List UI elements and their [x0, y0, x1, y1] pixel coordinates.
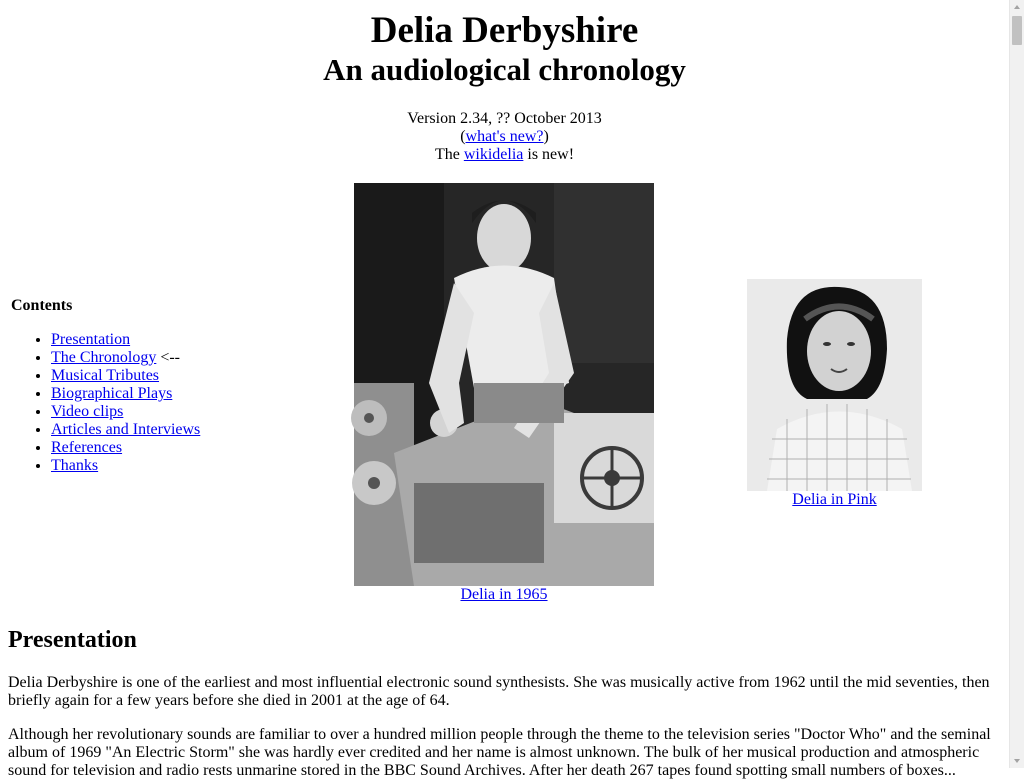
contents-link-chronology[interactable]: The Chronology: [51, 349, 157, 366]
list-item: [51, 439, 271, 457]
photo-delia-1965[interactable]: [354, 183, 654, 586]
list-item: [51, 367, 271, 385]
contents-link-thanks[interactable]: Thanks: [51, 457, 99, 474]
version-info: [0, 110, 1009, 164]
caption-delia-1965: [354, 586, 654, 604]
wikidelia-link[interactable]: wikidelia: [463, 146, 524, 163]
contents-link-musical-tributes[interactable]: Musical Tributes: [51, 367, 160, 384]
caption-delia-in-pink: [747, 491, 922, 509]
contents-link-references[interactable]: References: [51, 439, 123, 456]
scroll-thumb[interactable]: [1012, 16, 1022, 45]
list-item: [51, 385, 271, 403]
contents-link-video-clips[interactable]: Video clips: [51, 403, 124, 420]
photo-delia-in-pink-image: [747, 279, 922, 491]
wikidelia-prefix: The: [434, 146, 460, 163]
wikidelia-suffix: is new!: [527, 146, 575, 163]
contents-marker: <--: [156, 349, 181, 366]
contents-link-biographical-plays[interactable]: Biographical Plays: [51, 385, 173, 402]
paren-open: (: [460, 128, 466, 145]
contents-box: [11, 297, 201, 474]
wikidelia-line: [0, 146, 1009, 164]
presentation-paragraph-2: Although her revolutionary sounds are familiar to over a hundred million people through the theme to the television series "Doctor Who" and the seminal album of 1969 "An Electric Storm" she was hardly ever credited and her name is almost unknown. The bulk of her musical production and atmospheric sound for television and radio rests unmarine stored in the BBC Sound Archives. After her death 267 tapes found spotting small numbers of boxes...: [8, 726, 991, 779]
vertical-scrollbar[interactable]: [1009, 0, 1024, 768]
photo-delia-1965-image: [354, 183, 654, 586]
page-title: Delia Derbyshire: [370, 10, 639, 51]
list-item: [51, 403, 271, 421]
list-item: [51, 331, 271, 349]
caption-delia-in-pink-link[interactable]: Delia in Pink: [792, 491, 877, 508]
contents-link-presentation[interactable]: Presentation: [51, 331, 131, 348]
photo-delia-in-pink[interactable]: [747, 279, 922, 491]
contents-title: Contents: [11, 297, 73, 314]
version-line: Version 2.34, ?? October 2013: [407, 110, 602, 127]
contents-link-articles[interactable]: Articles and Interviews: [51, 421, 201, 438]
list-item: [51, 349, 271, 367]
contents-list: [11, 331, 271, 475]
presentation-heading: Presentation: [8, 627, 137, 653]
paren-close: ): [543, 128, 549, 145]
scroll-up-arrow-icon[interactable]: [1010, 0, 1025, 15]
whats-new-link[interactable]: what's new?: [465, 128, 544, 145]
scroll-down-arrow-icon[interactable]: [1010, 753, 1025, 768]
list-item: [51, 421, 271, 439]
caption-delia-1965-link[interactable]: Delia in 1965: [460, 586, 548, 603]
whats-new-line: [0, 128, 1009, 146]
presentation-paragraph-1: Delia Derbyshire is one of the earliest and most influential electronic sound synthesists. She was musically active from 1962 until the mid seventies, then briefly again for a few years before she died in 2001 at the age of 64.: [8, 674, 990, 709]
list-item: [51, 457, 271, 475]
page-subtitle: An audiological chronology: [323, 52, 686, 87]
